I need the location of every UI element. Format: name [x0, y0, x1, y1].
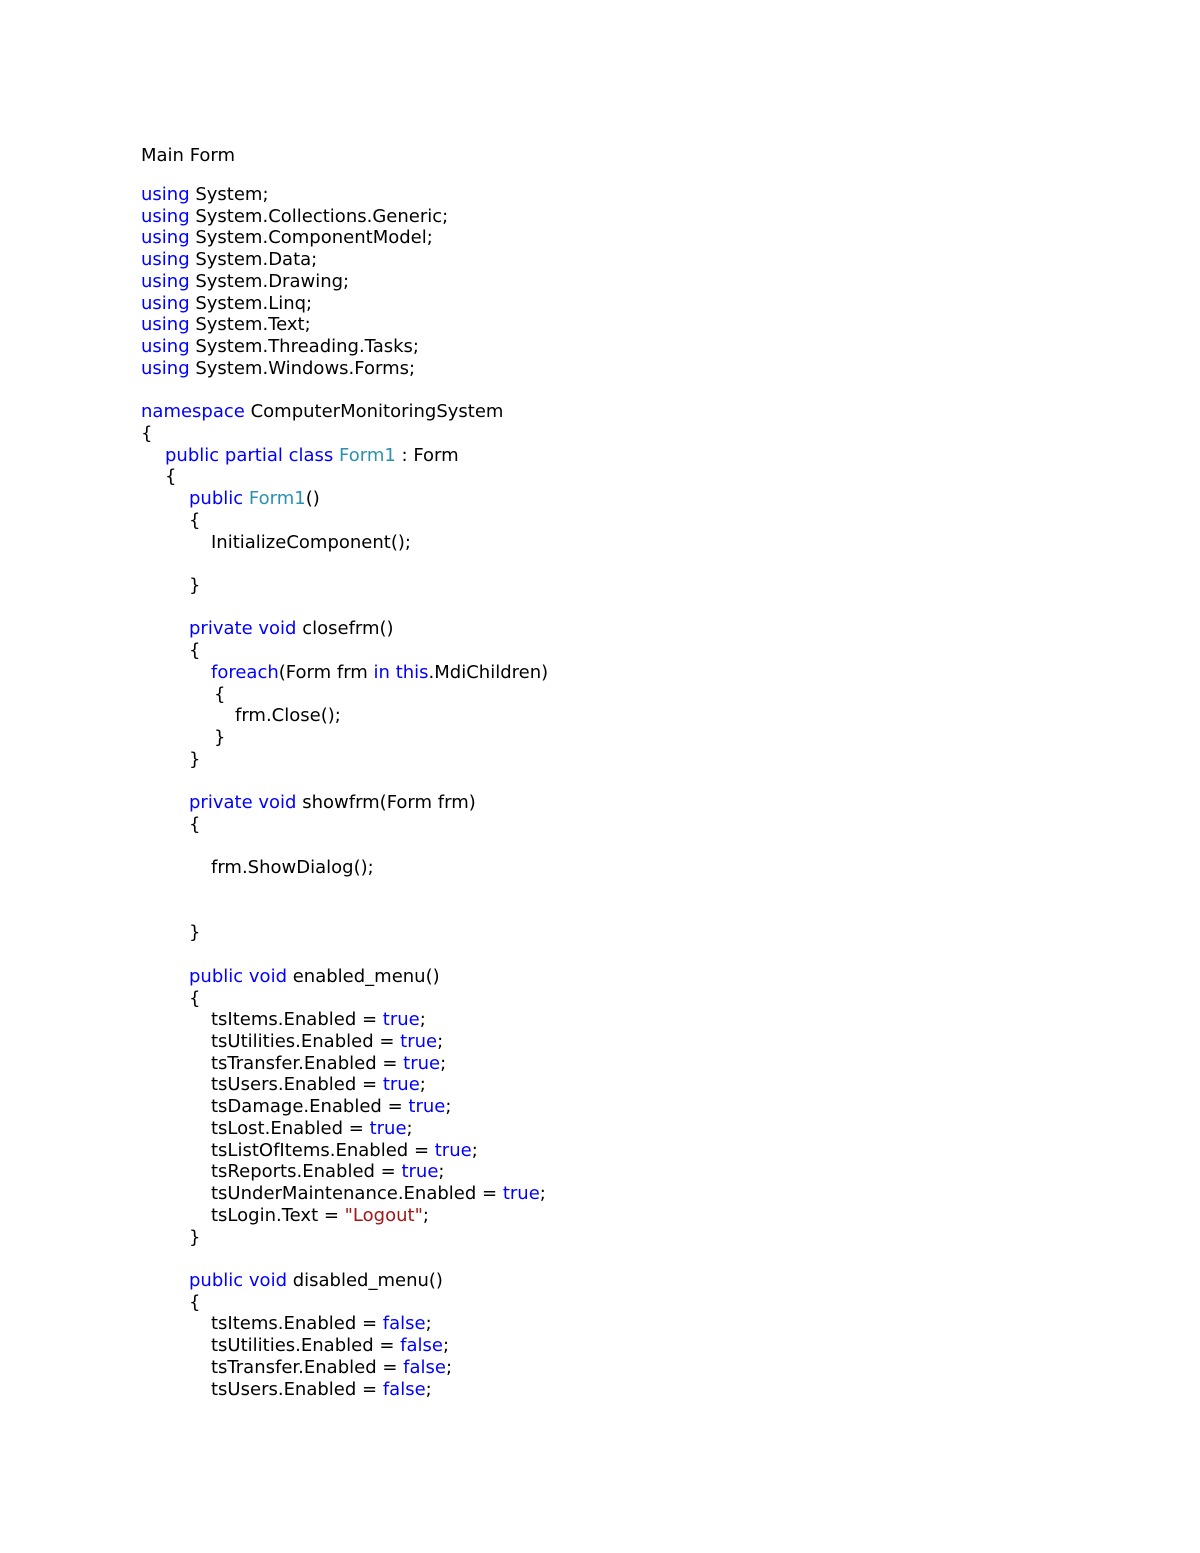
- code-text: ;: [425, 1378, 432, 1400]
- code-line: [141, 1096, 548, 1118]
- code-text: ;: [406, 1117, 413, 1139]
- code-text: tsUtilities.Enabled =: [211, 1335, 401, 1357]
- code-line: [141, 1140, 548, 1162]
- code-keyword: using: [141, 270, 190, 292]
- page-heading: Main Form: [141, 145, 236, 166]
- code-line: [141, 1270, 548, 1292]
- code-line: [141, 336, 548, 358]
- code-text: {: [141, 422, 153, 444]
- code-line: [141, 293, 548, 315]
- code-keyword: in: [373, 661, 390, 683]
- code-line: [141, 901, 548, 923]
- code-text: System.Windows.Forms;: [189, 357, 416, 379]
- code-line: [141, 271, 548, 293]
- code-line: [141, 249, 548, 271]
- code-text: ComputerMonitoringSystem: [244, 401, 504, 423]
- code-line: [141, 227, 548, 249]
- code-line: [141, 488, 548, 510]
- code-line: [141, 1031, 548, 1053]
- code-text: (): [305, 488, 320, 510]
- code-line: [141, 1379, 548, 1401]
- code-keyword: private: [189, 792, 253, 814]
- code-text: tsUsers.Enabled =: [211, 1378, 383, 1400]
- code-keyword: public: [189, 965, 244, 987]
- code-line: [141, 684, 548, 706]
- code-line: [141, 466, 548, 488]
- code-text: closefrm(): [296, 618, 394, 640]
- code-keyword: public: [189, 1269, 244, 1291]
- code-text: System.Drawing;: [189, 270, 350, 292]
- code-text: ;: [445, 1096, 452, 1118]
- code-text: : Form: [395, 444, 459, 466]
- code-keyword: using: [141, 184, 190, 205]
- code-text: ;: [445, 1356, 453, 1378]
- code-keyword: false: [400, 1335, 443, 1357]
- code-line: [141, 792, 548, 814]
- code-text: {: [189, 1291, 201, 1313]
- code-line: [141, 879, 548, 901]
- code-line: [141, 857, 548, 879]
- code-text: disabled_menu(): [287, 1269, 443, 1291]
- code-line: [141, 1292, 548, 1314]
- code-keyword: void: [248, 965, 287, 987]
- code-keyword: false: [382, 1313, 426, 1335]
- code-text: ;: [440, 1052, 447, 1074]
- code-line: [141, 314, 548, 336]
- code-keyword: void: [258, 792, 297, 814]
- code-text: System;: [189, 184, 269, 205]
- code-text: ;: [471, 1139, 478, 1161]
- code-line: [141, 1227, 548, 1249]
- code-line: [141, 1074, 548, 1096]
- code-line: [141, 1313, 548, 1335]
- code-text: ;: [422, 1204, 429, 1226]
- code-keyword: void: [248, 1269, 287, 1291]
- code-text: {: [165, 466, 177, 488]
- code-line: [141, 379, 548, 401]
- code-line: [141, 814, 548, 836]
- code-keyword: using: [141, 314, 190, 336]
- code-line: [141, 922, 548, 944]
- code-line: [141, 1205, 548, 1227]
- code-text: ;: [419, 1074, 426, 1096]
- code-keyword: using: [141, 249, 190, 271]
- code-text: ;: [437, 1031, 444, 1053]
- code-listing: [141, 184, 548, 1400]
- code-keyword: true: [403, 1052, 441, 1074]
- code-line: [141, 423, 548, 445]
- code-text: {: [214, 683, 226, 705]
- code-text: tsDamage.Enabled =: [211, 1096, 409, 1118]
- code-line: [141, 988, 548, 1010]
- code-keyword: void: [258, 618, 297, 640]
- code-string: "Logout": [344, 1204, 423, 1226]
- code-keyword: using: [141, 292, 190, 314]
- code-line: [141, 966, 548, 988]
- code-text: }: [189, 922, 201, 944]
- code-line: [141, 445, 548, 467]
- code-keyword: true: [400, 1031, 438, 1053]
- code-text: frm.Close();: [235, 705, 341, 727]
- code-text: System.ComponentModel;: [189, 227, 433, 249]
- code-keyword: using: [141, 227, 190, 249]
- code-line: [141, 727, 548, 749]
- code-line: [141, 575, 548, 597]
- code-text: System.Data;: [189, 249, 318, 271]
- code-text: showfrm(Form frm): [296, 792, 476, 814]
- code-text: tsUtilities.Enabled =: [211, 1031, 401, 1053]
- code-line: [141, 358, 548, 380]
- code-keyword: foreach: [211, 661, 279, 683]
- code-line: [141, 836, 548, 858]
- code-text: ;: [419, 1009, 426, 1031]
- code-line: [141, 1161, 548, 1183]
- code-line: [141, 401, 548, 423]
- code-line: [141, 640, 548, 662]
- code-line: [141, 944, 548, 966]
- code-line: [141, 662, 548, 684]
- code-text: tsLogin.Text =: [211, 1204, 345, 1226]
- code-line: [141, 618, 548, 640]
- code-text: {: [189, 640, 201, 662]
- code-text: }: [189, 1226, 201, 1248]
- code-text: ;: [443, 1335, 450, 1357]
- code-text: {: [189, 987, 201, 1009]
- code-text: .MdiChildren): [428, 661, 549, 683]
- code-type-name: Form1: [248, 488, 306, 510]
- code-line: [141, 1357, 548, 1379]
- code-text: tsTransfer.Enabled =: [211, 1052, 404, 1074]
- code-text: tsItems.Enabled =: [211, 1009, 383, 1031]
- code-line: [141, 1183, 548, 1205]
- code-keyword: true: [382, 1009, 420, 1031]
- code-line: [141, 532, 548, 554]
- code-text: System.Linq;: [189, 292, 313, 314]
- code-text: }: [189, 574, 201, 596]
- code-line: [141, 1248, 548, 1270]
- code-keyword: private: [189, 618, 253, 640]
- code-keyword: true: [502, 1183, 540, 1205]
- code-text: tsUnderMaintenance.Enabled =: [211, 1183, 503, 1205]
- code-text: enabled_menu(): [287, 965, 440, 987]
- code-text: tsLost.Enabled =: [211, 1117, 370, 1139]
- code-text: frm.ShowDialog();: [211, 857, 374, 879]
- code-keyword: namespace: [141, 401, 245, 423]
- code-line: [141, 1118, 548, 1140]
- code-keyword: public: [189, 488, 244, 510]
- code-line: [141, 553, 548, 575]
- code-text: tsListOfItems.Enabled =: [211, 1139, 435, 1161]
- code-line: [141, 1053, 548, 1075]
- code-text: tsTransfer.Enabled =: [211, 1356, 404, 1378]
- code-text: System.Text;: [189, 314, 311, 336]
- code-keyword: this: [395, 661, 429, 683]
- code-keyword: using: [141, 336, 190, 358]
- code-text: ;: [425, 1313, 432, 1335]
- code-line: [141, 749, 548, 771]
- code-line: [141, 597, 548, 619]
- code-text: ;: [438, 1161, 445, 1183]
- code-text: tsItems.Enabled =: [211, 1313, 383, 1335]
- code-keyword: true: [408, 1096, 446, 1118]
- code-keyword: true: [369, 1117, 407, 1139]
- code-keyword: true: [434, 1139, 472, 1161]
- code-line: [141, 184, 548, 206]
- code-text: System.Collections.Generic;: [189, 205, 449, 227]
- code-text: ;: [539, 1183, 546, 1205]
- code-line: [141, 510, 548, 532]
- code-keyword: partial: [224, 444, 283, 466]
- code-text: {: [189, 509, 201, 531]
- code-keyword: class: [288, 444, 334, 466]
- code-text: System.Threading.Tasks;: [189, 336, 419, 358]
- code-line: [141, 1009, 548, 1031]
- code-type-name: Form1: [339, 444, 396, 466]
- code-text: }: [189, 748, 201, 770]
- code-keyword: true: [401, 1161, 439, 1183]
- code-text: InitializeComponent();: [211, 531, 411, 553]
- code-line: [141, 1335, 548, 1357]
- code-keyword: using: [141, 205, 190, 227]
- code-text: tsUsers.Enabled =: [211, 1074, 383, 1096]
- code-text: }: [214, 726, 226, 748]
- code-line: [141, 770, 548, 792]
- code-line: [141, 206, 548, 228]
- code-text: tsReports.Enabled =: [211, 1161, 402, 1183]
- code-keyword: public: [165, 444, 220, 466]
- code-line: [141, 705, 548, 727]
- code-keyword: using: [141, 357, 190, 379]
- code-keyword: false: [403, 1356, 446, 1378]
- code-keyword: true: [382, 1074, 420, 1096]
- code-keyword: false: [382, 1378, 426, 1400]
- code-text: (Form frm: [278, 661, 374, 683]
- code-text: {: [189, 813, 201, 835]
